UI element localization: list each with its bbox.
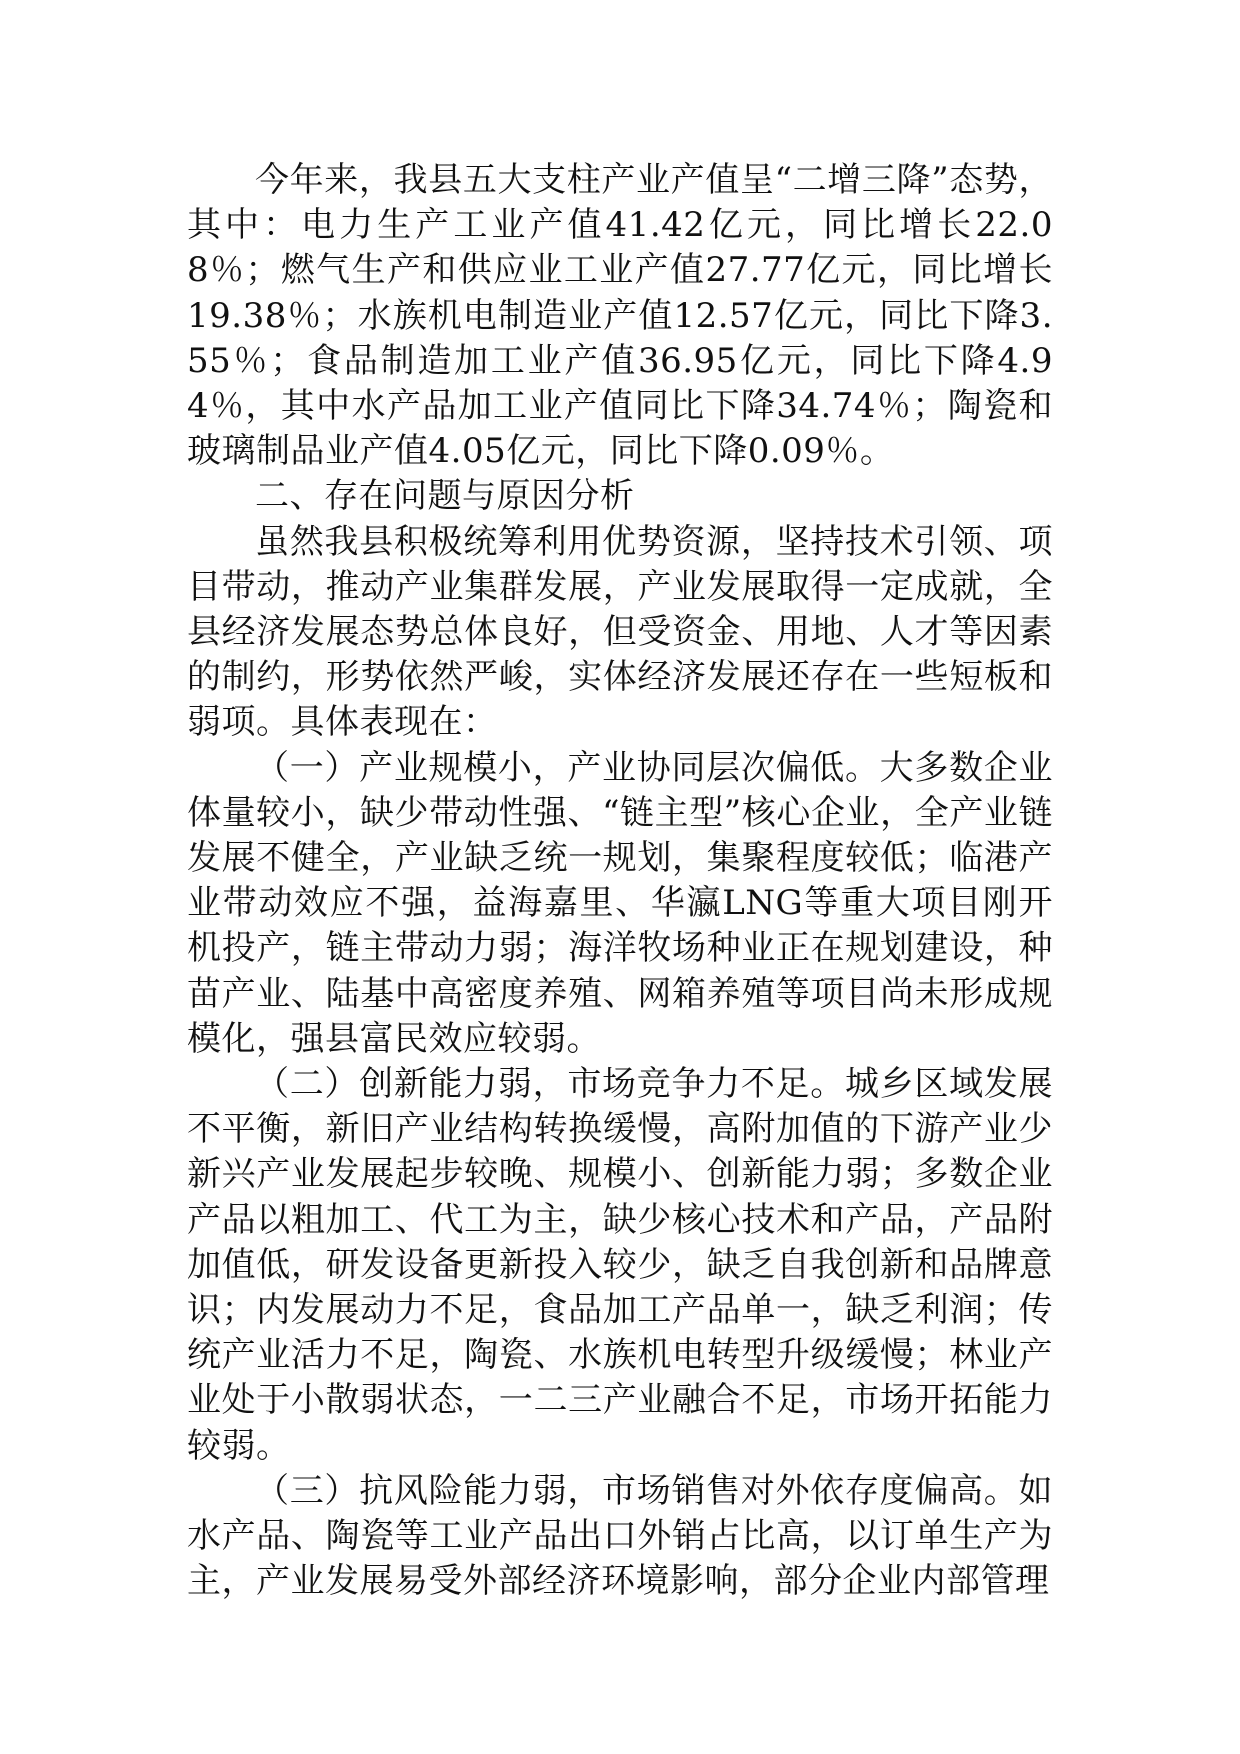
- document-page: [187, 158, 1053, 1605]
- paragraph-item-3: （三）抗风险能力弱，市场销售对外依存度偏高。如水产品、陶瓷等工业产品出口外销占比高，以订单生产为主，产业发展易受外部经济环境影响，部分企业内部管理: [187, 1470, 1053, 1602]
- paragraph-item-1: （一）产业规模小，产业协同层次偏低。大多数企业体量较小，缺少带动性强、“链主型”核心企业，全产业链发展不健全，产业缺乏统一规划，集聚程度较低；临港产业带动效应不强，益海嘉里、华瀛LNG等重大项目刚开机投产，链主带动力弱；海洋牧场种业正在规划建设，种苗产业、陆基中高密度养殖、网箱养殖等项目尚未形成规模化，强县富民效应较弱。: [187, 747, 1053, 1059]
- paragraph-item-2: （二）创新能力弱，市场竞争力不足。城乡区域发展不平衡，新旧产业结构转换缓慢，高附加值的下游产业少新兴产业发展起步较晚、规模小、创新能力弱；多数企业产品以粗加工、代工为主，缺少核心技术和产品，产品附加值低，研发设备更新投入较少，缺乏自我创新和品牌意识；内发展动力不足，食品加工产品单一，缺乏利润；传统产业活力不足，陶瓷、水族机电转型升级缓慢；林业产业处于小散弱状态，一二三产业融合不足，市场开拓能力较弱。: [187, 1064, 1053, 1466]
- paragraph-industry-output: 今年来，我县五大支柱产业产值呈“二增三降”态势，其中：电力生产工业产值41.42亿元，同比增长22.08％；燃气生产和供应业工业产值27.77亿元，同比增长19.38％；水族机电制造业产值12.57亿元，同比下降3.55％；食品制造加工业产值36.95亿元，同比下降4.94％，其中水产品加工业产值同比下降34.74％；陶瓷和玻璃制品业产值4.05亿元，同比下降0.09％。: [187, 160, 1053, 472]
- section-heading-problems: 二、存在问题与原因分析: [255, 476, 635, 517]
- paragraph-overview: 虽然我县积极统筹利用优势资源，坚持技术引领、项目带动，推动产业集群发展，产业发展取得一定成就，全县经济发展态势总体良好，但受资金、用地、人才等因素的制约，形势依然严峻，实体经济发展还存在一些短板和弱项。具体表现在：: [187, 521, 1053, 743]
